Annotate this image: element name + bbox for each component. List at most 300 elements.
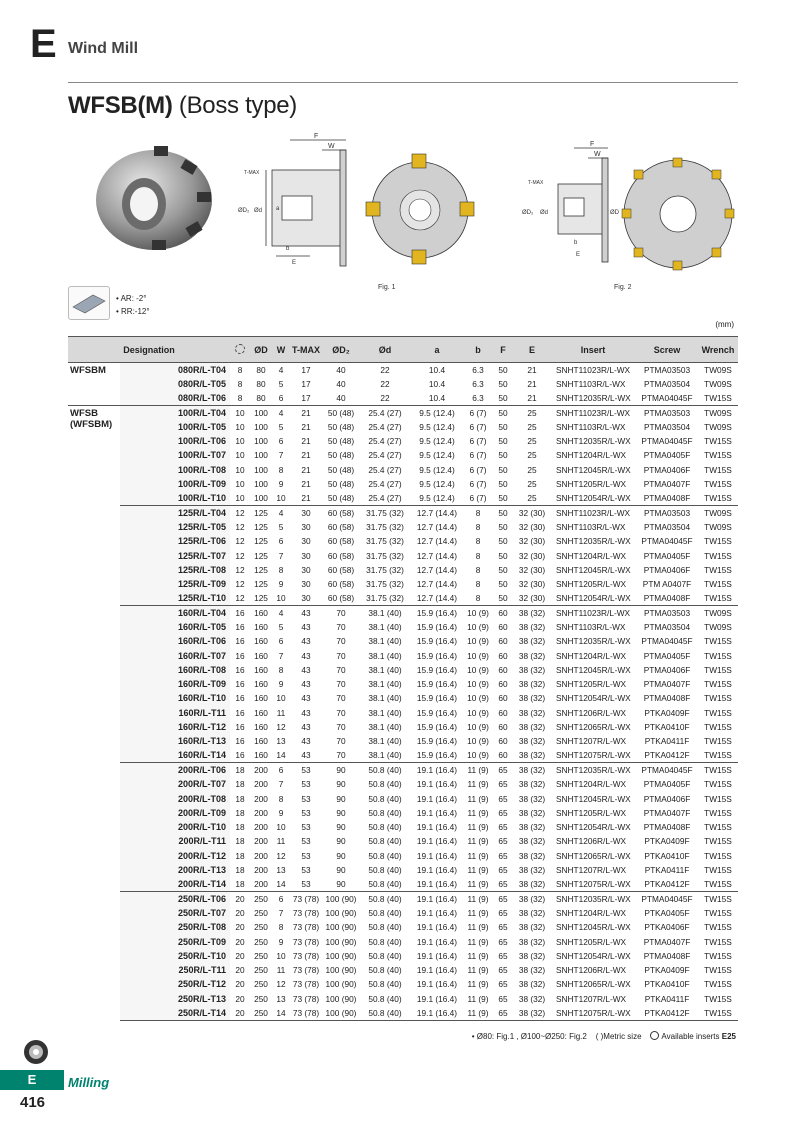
group-name-secondary: (WFSBM) <box>70 418 113 430</box>
footnote <box>472 1031 736 1041</box>
cell-teeth: 18 <box>235 879 245 890</box>
cell-designation-code: 160R/L-T09 <box>120 677 230 691</box>
cell-t-max: 53 <box>301 793 311 804</box>
cell-dia-D2: 90 <box>336 779 346 790</box>
cell-insert: SNHT12035R/L-WX <box>550 763 636 777</box>
cell-designation-code: 250R/L-T08 <box>120 920 230 934</box>
dim-b: b <box>286 246 290 252</box>
cell-dim-a: 10.4 <box>428 378 446 389</box>
cell-dim-F: 65 <box>498 950 508 961</box>
table-row <box>68 806 738 820</box>
table-row <box>68 606 738 620</box>
cell-dim-b: 10 (9) <box>467 664 489 675</box>
cell-screw: PTMA03503 <box>636 405 698 419</box>
cell-dim-E: 38 (32) <box>518 807 546 818</box>
cell-insert: SNHT12045R/L-WX <box>556 922 631 933</box>
cell-wrench: TW15S <box>704 693 732 704</box>
cell-dim-E: 21 <box>527 378 537 389</box>
cell-dia-d: 25.4 (27) <box>360 405 410 419</box>
col-W: W <box>272 337 290 363</box>
cell-dia-D2: 100 (90) <box>325 907 357 918</box>
group-label <box>68 405 120 1020</box>
cell-width-W: 5 <box>278 621 284 632</box>
cell-dim-E: 38 (32) <box>518 779 546 790</box>
cell-width-W: 9 <box>278 807 284 818</box>
cell-dim-b: 8 <box>475 564 481 575</box>
fig2-side-drawing <box>518 138 618 268</box>
cell-teeth: 20 <box>235 979 245 990</box>
cell-dim-F: 60 <box>498 679 508 690</box>
cell-designation-code: 125R/L-T04 <box>120 505 230 519</box>
page-title-main: WFSB(M) <box>68 92 173 119</box>
cell-designation-code: 100R/L-T04 <box>120 405 230 419</box>
section-tab[interactable]: E <box>0 1070 64 1090</box>
cell-dim-E: 38 (32) <box>518 822 546 833</box>
cell-dim-F: 65 <box>498 907 508 918</box>
table-row <box>68 720 738 734</box>
cell-designation-code: 100R/L-T08 <box>120 463 230 477</box>
cell-wrench: TW09S <box>704 378 732 389</box>
cell-dim-a: 19.1 (16.4) <box>416 993 458 1004</box>
cell-dia-D: 200 <box>254 836 268 847</box>
col-D2: ØD₂ <box>322 337 360 363</box>
cell-screw: PTMA0405F <box>643 650 691 661</box>
cell-dia-D: 200 <box>254 879 268 890</box>
cell-width-W: 7 <box>278 550 284 561</box>
cell-designation-code: 100R/L-T06 <box>120 434 230 448</box>
cell-dia-D2: 60 (58) <box>327 564 355 575</box>
cell-t-max: 43 <box>301 707 311 718</box>
cell-dia-D2: 40 <box>336 378 346 389</box>
table-row <box>68 548 738 562</box>
cell-dim-a: 15.9 (16.4) <box>410 606 464 620</box>
cell-designation-code: 160R/L-T12 <box>120 720 230 734</box>
cell-insert: SNHT1205R/L-WX <box>556 807 627 818</box>
cell-t-max: 53 <box>290 763 322 777</box>
cell-teeth: 10 <box>230 405 250 419</box>
cell-dim-E: 25 <box>527 421 537 432</box>
cell-dia-D: 160 <box>254 750 268 761</box>
cell-dia-D2: 50 (48) <box>322 405 360 419</box>
cell-dim-E: 38 (32) <box>514 891 550 905</box>
cell-t-max: 73 (78) <box>290 891 322 905</box>
cell-screw: PTKA0405F <box>644 907 690 918</box>
cell-t-max: 30 <box>301 550 311 561</box>
cell-width-W: 13 <box>276 993 286 1004</box>
cell-teeth: 8 <box>237 378 243 389</box>
cell-dim-F: 50 <box>498 564 508 575</box>
cell-dim-E: 32 (30) <box>514 505 550 519</box>
cell-width-W: 8 <box>278 464 284 475</box>
cell-dim-E: 38 (32) <box>518 793 546 804</box>
cell-wrench: TW15S <box>704 479 732 490</box>
cell-insert: SNHT1205R/L-WX <box>556 679 627 690</box>
cell-teeth: 12 <box>235 536 245 547</box>
cell-screw: PTMA0408F <box>643 950 691 961</box>
cell-width-W: 13 <box>276 736 286 747</box>
cell-screw: PTMA03503 <box>636 363 698 377</box>
cell-dim-E: 25 <box>527 493 537 504</box>
cell-dim-b: 6 (7) <box>469 493 487 504</box>
cell-wrench: TW15S <box>704 493 732 504</box>
cell-wrench: TW09S <box>698 405 738 419</box>
cell-dim-F: 65 <box>498 779 508 790</box>
table-row <box>68 849 738 863</box>
cell-teeth: 18 <box>235 836 245 847</box>
cell-dim-F: 60 <box>498 707 508 718</box>
cell-wrench: TW15S <box>704 707 732 718</box>
cell-insert: SNHT12075R/L-WX <box>556 879 631 890</box>
cell-dia-D2: 70 <box>336 679 346 690</box>
cell-dim-E: 38 (32) <box>518 993 546 1004</box>
table-row <box>68 706 738 720</box>
cell-dim-E: 38 (32) <box>518 979 546 990</box>
cell-teeth: 12 <box>230 505 250 519</box>
fig2-dim-F: F <box>590 141 595 148</box>
cell-dim-a: 15.9 (16.4) <box>416 636 458 647</box>
col-designation: Designation <box>68 337 230 363</box>
cell-dim-E: 38 (32) <box>518 636 546 647</box>
cell-dia-D: 100 <box>254 450 268 461</box>
cell-dim-b: 6 (7) <box>469 421 487 432</box>
cell-insert: SNHT1103R/L-WX <box>556 378 626 389</box>
cell-width-W: 10 <box>276 493 286 504</box>
footnote-available: Available inserts <box>661 1032 720 1041</box>
cell-dia-d: 38.1 (40) <box>368 707 402 718</box>
cell-dia-D: 200 <box>254 793 268 804</box>
cell-teeth: 8 <box>237 392 243 403</box>
table-row <box>68 520 738 534</box>
cell-screw: PTMA04045F <box>636 763 698 777</box>
cell-dia-d: 50.8 (40) <box>368 779 402 790</box>
col-wrench: Wrench <box>698 337 738 363</box>
cell-insert: SNHT12075R/L-WX <box>556 750 631 761</box>
cell-teeth: 16 <box>235 679 245 690</box>
cell-dim-b: 11 (9) <box>467 922 489 933</box>
cell-dim-F: 60 <box>498 621 508 632</box>
cell-dim-b: 6.3 <box>464 363 492 377</box>
cell-dim-a: 15.9 (16.4) <box>416 650 458 661</box>
cell-dia-D: 250 <box>254 922 268 933</box>
cell-width-W: 10 <box>276 693 286 704</box>
fig1-caption: Fig. 1 <box>378 284 396 291</box>
cell-dim-a: 12.7 (14.4) <box>416 564 458 575</box>
cell-dim-E: 38 (32) <box>518 750 546 761</box>
table-row <box>68 434 738 448</box>
cell-teeth: 16 <box>235 664 245 675</box>
cell-dim-b: 11 (9) <box>467 879 489 890</box>
cell-teeth: 16 <box>235 750 245 761</box>
cell-dia-D: 160 <box>254 621 268 632</box>
table-row <box>68 834 738 848</box>
cell-width-W: 9 <box>278 679 284 690</box>
cell-dia-D: 125 <box>254 521 268 532</box>
cell-wrench: TW15S <box>704 464 732 475</box>
cell-screw: PTKA0412F <box>644 879 690 890</box>
cell-insert: SNHT12054R/L-WX <box>556 593 631 604</box>
cell-dia-D2: 90 <box>336 879 346 890</box>
cell-wrench: TW15S <box>704 850 732 861</box>
cell-screw: PTKA0409F <box>644 836 690 847</box>
cutter-photo <box>82 132 222 262</box>
cell-t-max: 73 (78) <box>290 1006 322 1020</box>
cell-teeth: 18 <box>235 779 245 790</box>
cell-width-W: 14 <box>272 1006 290 1020</box>
cell-dim-E: 38 (32) <box>514 763 550 777</box>
col-insert: Insert <box>550 337 636 363</box>
cell-width-W: 5 <box>278 378 284 389</box>
cell-dim-E: 38 (32) <box>514 1006 550 1020</box>
cell-dim-a: 10.4 <box>428 392 446 403</box>
cell-width-W: 5 <box>278 421 284 432</box>
footnote-page-ref: E25 <box>721 1032 736 1041</box>
cell-dim-a: 19.1 (16.4) <box>416 822 458 833</box>
cell-insert: SNHT1103R/L-WX <box>556 421 626 432</box>
cell-dia-D2: 70 <box>336 664 346 675</box>
table-row <box>68 563 738 577</box>
cell-dia-d: 50.8 (40) <box>368 965 402 976</box>
cell-dim-a: 19.1 (16.4) <box>416 979 458 990</box>
cell-t-max: 43 <box>301 693 311 704</box>
cell-dim-E: 32 (30) <box>518 579 546 590</box>
cell-dia-D: 80 <box>256 392 266 403</box>
cell-dim-b: 8 <box>475 536 481 547</box>
cell-dim-a: 9.5 (12.4) <box>419 464 455 475</box>
cell-t-max: 21 <box>301 493 311 504</box>
cell-dim-E: 25 <box>527 479 537 490</box>
cell-screw: PTMA0408F <box>643 693 691 704</box>
table-row <box>68 363 738 377</box>
cell-screw: PTMA0408F <box>643 822 691 833</box>
cell-insert: SNHT1204R/L-WX <box>556 779 627 790</box>
cell-dim-F: 60 <box>498 636 508 647</box>
cell-width-W: 4 <box>272 405 290 419</box>
cell-dim-E: 25 <box>514 405 550 419</box>
cell-dia-D: 125 <box>254 550 268 561</box>
cell-t-max: 73 (78) <box>292 965 320 976</box>
cell-dia-D: 250 <box>250 1006 272 1020</box>
cell-insert: SNHT11023R/L-WX <box>550 505 636 519</box>
cell-dim-F: 50 <box>498 579 508 590</box>
cell-screw: PTMA03503 <box>636 606 698 620</box>
cell-dim-b: 8 <box>475 593 481 604</box>
cell-teeth: 20 <box>230 891 250 905</box>
cell-width-W: 14 <box>276 879 286 890</box>
cell-width-W: 9 <box>278 936 284 947</box>
cell-t-max: 43 <box>301 736 311 747</box>
cell-dim-a: 9.5 (12.4) <box>419 450 455 461</box>
table-row <box>68 877 738 891</box>
cell-t-max: 30 <box>301 579 311 590</box>
cell-insert: SNHT1103R/L-WX <box>556 621 626 632</box>
cell-wrench: TW15S <box>704 979 732 990</box>
cell-screw: PTMA0406F <box>643 793 691 804</box>
cell-insert: SNHT1207R/L-WX <box>556 736 627 747</box>
cell-dia-d: 50.8 (40) <box>368 793 402 804</box>
cell-dim-F: 65 <box>498 879 508 890</box>
cell-dim-E: 38 (32) <box>518 922 546 933</box>
cell-dia-d: 31.75 (32) <box>366 550 404 561</box>
cell-t-max: 53 <box>301 865 311 876</box>
fig2-dim-d: Ød <box>540 210 549 216</box>
table-row <box>68 777 738 791</box>
cell-t-max: 30 <box>301 536 311 547</box>
cell-dia-D: 100 <box>254 421 268 432</box>
cell-width-W: 4 <box>272 505 290 519</box>
cell-designation-code: 160R/L-T08 <box>120 663 230 677</box>
cell-dia-D2: 40 <box>322 363 360 377</box>
cell-width-W: 8 <box>278 922 284 933</box>
cell-insert: SNHT12065R/L-WX <box>556 979 631 990</box>
cell-designation-code: 200R/L-T10 <box>120 820 230 834</box>
cell-designation-code: 080R/L-T04 <box>120 363 230 377</box>
cell-dia-D: 200 <box>254 822 268 833</box>
cell-designation-code: 160R/L-T07 <box>120 648 230 662</box>
cell-dia-d: 31.75 (32) <box>360 505 410 519</box>
cell-dia-D: 100 <box>254 464 268 475</box>
cell-dim-E: 38 (32) <box>518 621 546 632</box>
cell-designation-code: 250R/L-T14 <box>120 1006 230 1020</box>
cell-dia-D: 100 <box>250 405 272 419</box>
table-row <box>68 949 738 963</box>
cell-t-max: 43 <box>301 750 311 761</box>
cell-dia-D2: 90 <box>336 793 346 804</box>
cell-dia-D2: 50 (48) <box>327 464 355 475</box>
cell-t-max: 43 <box>301 621 311 632</box>
cell-dim-E: 38 (32) <box>518 950 546 961</box>
cell-designation-code: 250R/L-T11 <box>120 963 230 977</box>
table-row <box>68 634 738 648</box>
cell-t-max: 17 <box>301 378 311 389</box>
cell-dia-d: 31.75 (32) <box>366 564 404 575</box>
cell-dim-E: 38 (32) <box>518 965 546 976</box>
cell-width-W: 6 <box>272 763 290 777</box>
cell-designation-code: 125R/L-T05 <box>120 520 230 534</box>
cell-t-max: 17 <box>290 363 322 377</box>
cell-dia-D2: 70 <box>336 621 346 632</box>
cell-dim-E: 38 (32) <box>518 907 546 918</box>
col-tmax: T-MAX <box>290 337 322 363</box>
cell-t-max: 17 <box>301 392 311 403</box>
cell-dia-d: 38.1 (40) <box>368 636 402 647</box>
cell-dim-F: 60 <box>492 606 514 620</box>
table-row <box>68 591 738 605</box>
cell-dim-b: 10 (9) <box>467 736 489 747</box>
cell-width-W: 11 <box>276 965 286 976</box>
cell-t-max: 21 <box>290 405 322 419</box>
cell-dia-d: 38.1 (40) <box>360 606 410 620</box>
cell-dim-b: 8 <box>475 521 481 532</box>
cell-wrench: TW15S <box>704 650 732 661</box>
dim-tmax: T-MAX <box>244 170 260 176</box>
cell-t-max: 73 (78) <box>292 979 320 990</box>
cell-screw: PTKA0411F <box>644 865 690 876</box>
cell-dia-D2: 60 (58) <box>327 593 355 604</box>
table-row <box>68 463 738 477</box>
cell-dia-D: 100 <box>254 493 268 504</box>
dim-d: Ød <box>254 208 263 214</box>
cell-dim-b: 6 (7) <box>469 450 487 461</box>
cell-width-W: 4 <box>272 363 290 377</box>
cell-width-W: 7 <box>278 450 284 461</box>
cell-dim-b: 11 (9) <box>467 807 489 818</box>
fig1-front-drawing <box>360 148 480 268</box>
cell-teeth: 10 <box>235 436 245 447</box>
cell-wrench: TW15S <box>704 879 732 890</box>
cell-dia-D2: 90 <box>336 822 346 833</box>
cell-t-max: 30 <box>301 564 311 575</box>
cell-dim-b: 10 (9) <box>467 707 489 718</box>
cell-insert: SNHT12075R/L-WX <box>550 1006 636 1020</box>
cell-designation-code: 160R/L-T04 <box>120 606 230 620</box>
cell-dim-E: 32 (30) <box>518 536 546 547</box>
cell-designation-code: 080R/L-T05 <box>120 377 230 391</box>
cell-insert: SNHT11023R/L-WX <box>550 606 636 620</box>
cell-dim-b: 11 (9) <box>467 965 489 976</box>
cell-t-max: 43 <box>301 636 311 647</box>
cell-screw: PTMA0407F <box>643 679 691 690</box>
cell-designation-code: 100R/L-T09 <box>120 477 230 491</box>
group-label <box>68 363 120 406</box>
cell-dia-D: 250 <box>254 950 268 961</box>
cell-screw: PTMA03504 <box>643 621 691 632</box>
cell-dim-b: 11 (9) <box>467 993 489 1004</box>
cell-dim-F: 50 <box>498 378 508 389</box>
cell-dia-D: 250 <box>254 965 268 976</box>
cell-dia-D: 100 <box>254 436 268 447</box>
cell-dim-a: 10.4 <box>410 363 464 377</box>
note-ar: • AR: -2° <box>116 294 147 303</box>
cell-dia-D2: 70 <box>336 736 346 747</box>
spec-table <box>68 336 738 1021</box>
cell-screw: PTMA0405F <box>643 450 691 461</box>
cell-width-W: 4 <box>272 606 290 620</box>
cell-designation-code: 250R/L-T07 <box>120 906 230 920</box>
cell-width-W: 7 <box>278 650 284 661</box>
table-row <box>68 920 738 934</box>
cell-t-max: 53 <box>301 879 311 890</box>
cell-designation-code: 160R/L-T11 <box>120 706 230 720</box>
cell-screw: PTMA03503 <box>636 505 698 519</box>
cell-screw: PTKA0410F <box>644 850 690 861</box>
cell-dia-d: 31.75 (32) <box>366 593 404 604</box>
cell-dim-a: 19.1 (16.4) <box>416 865 458 876</box>
cell-dim-b: 6.3 <box>472 392 484 403</box>
cell-wrench: TW15S <box>698 763 738 777</box>
cell-screw: PTMA04045F <box>636 891 698 905</box>
cell-dia-D: 160 <box>254 636 268 647</box>
cell-dia-D: 160 <box>254 679 268 690</box>
cell-dim-a: 19.1 (16.4) <box>416 879 458 890</box>
cell-width-W: 13 <box>276 865 286 876</box>
cell-teeth: 12 <box>235 564 245 575</box>
cell-screw: PTKA0412F <box>644 750 690 761</box>
cell-dia-D: 125 <box>254 536 268 547</box>
cell-insert: SNHT12054R/L-WX <box>556 693 631 704</box>
cell-teeth: 20 <box>235 922 245 933</box>
cell-insert: SNHT1204R/L-WX <box>556 550 627 561</box>
cell-screw: PTKA0410F <box>644 722 690 733</box>
cell-dim-b: 11 (9) <box>464 891 492 905</box>
cell-dim-b: 11 (9) <box>467 979 489 990</box>
cell-designation-code: 160R/L-T13 <box>120 734 230 748</box>
cell-teeth: 16 <box>235 693 245 704</box>
cell-dim-F: 65 <box>498 979 508 990</box>
table-row <box>68 992 738 1006</box>
cell-dim-F: 65 <box>498 850 508 861</box>
cell-insert: SNHT1206R/L-WX <box>556 965 627 976</box>
cell-designation-code: 125R/L-T09 <box>120 577 230 591</box>
